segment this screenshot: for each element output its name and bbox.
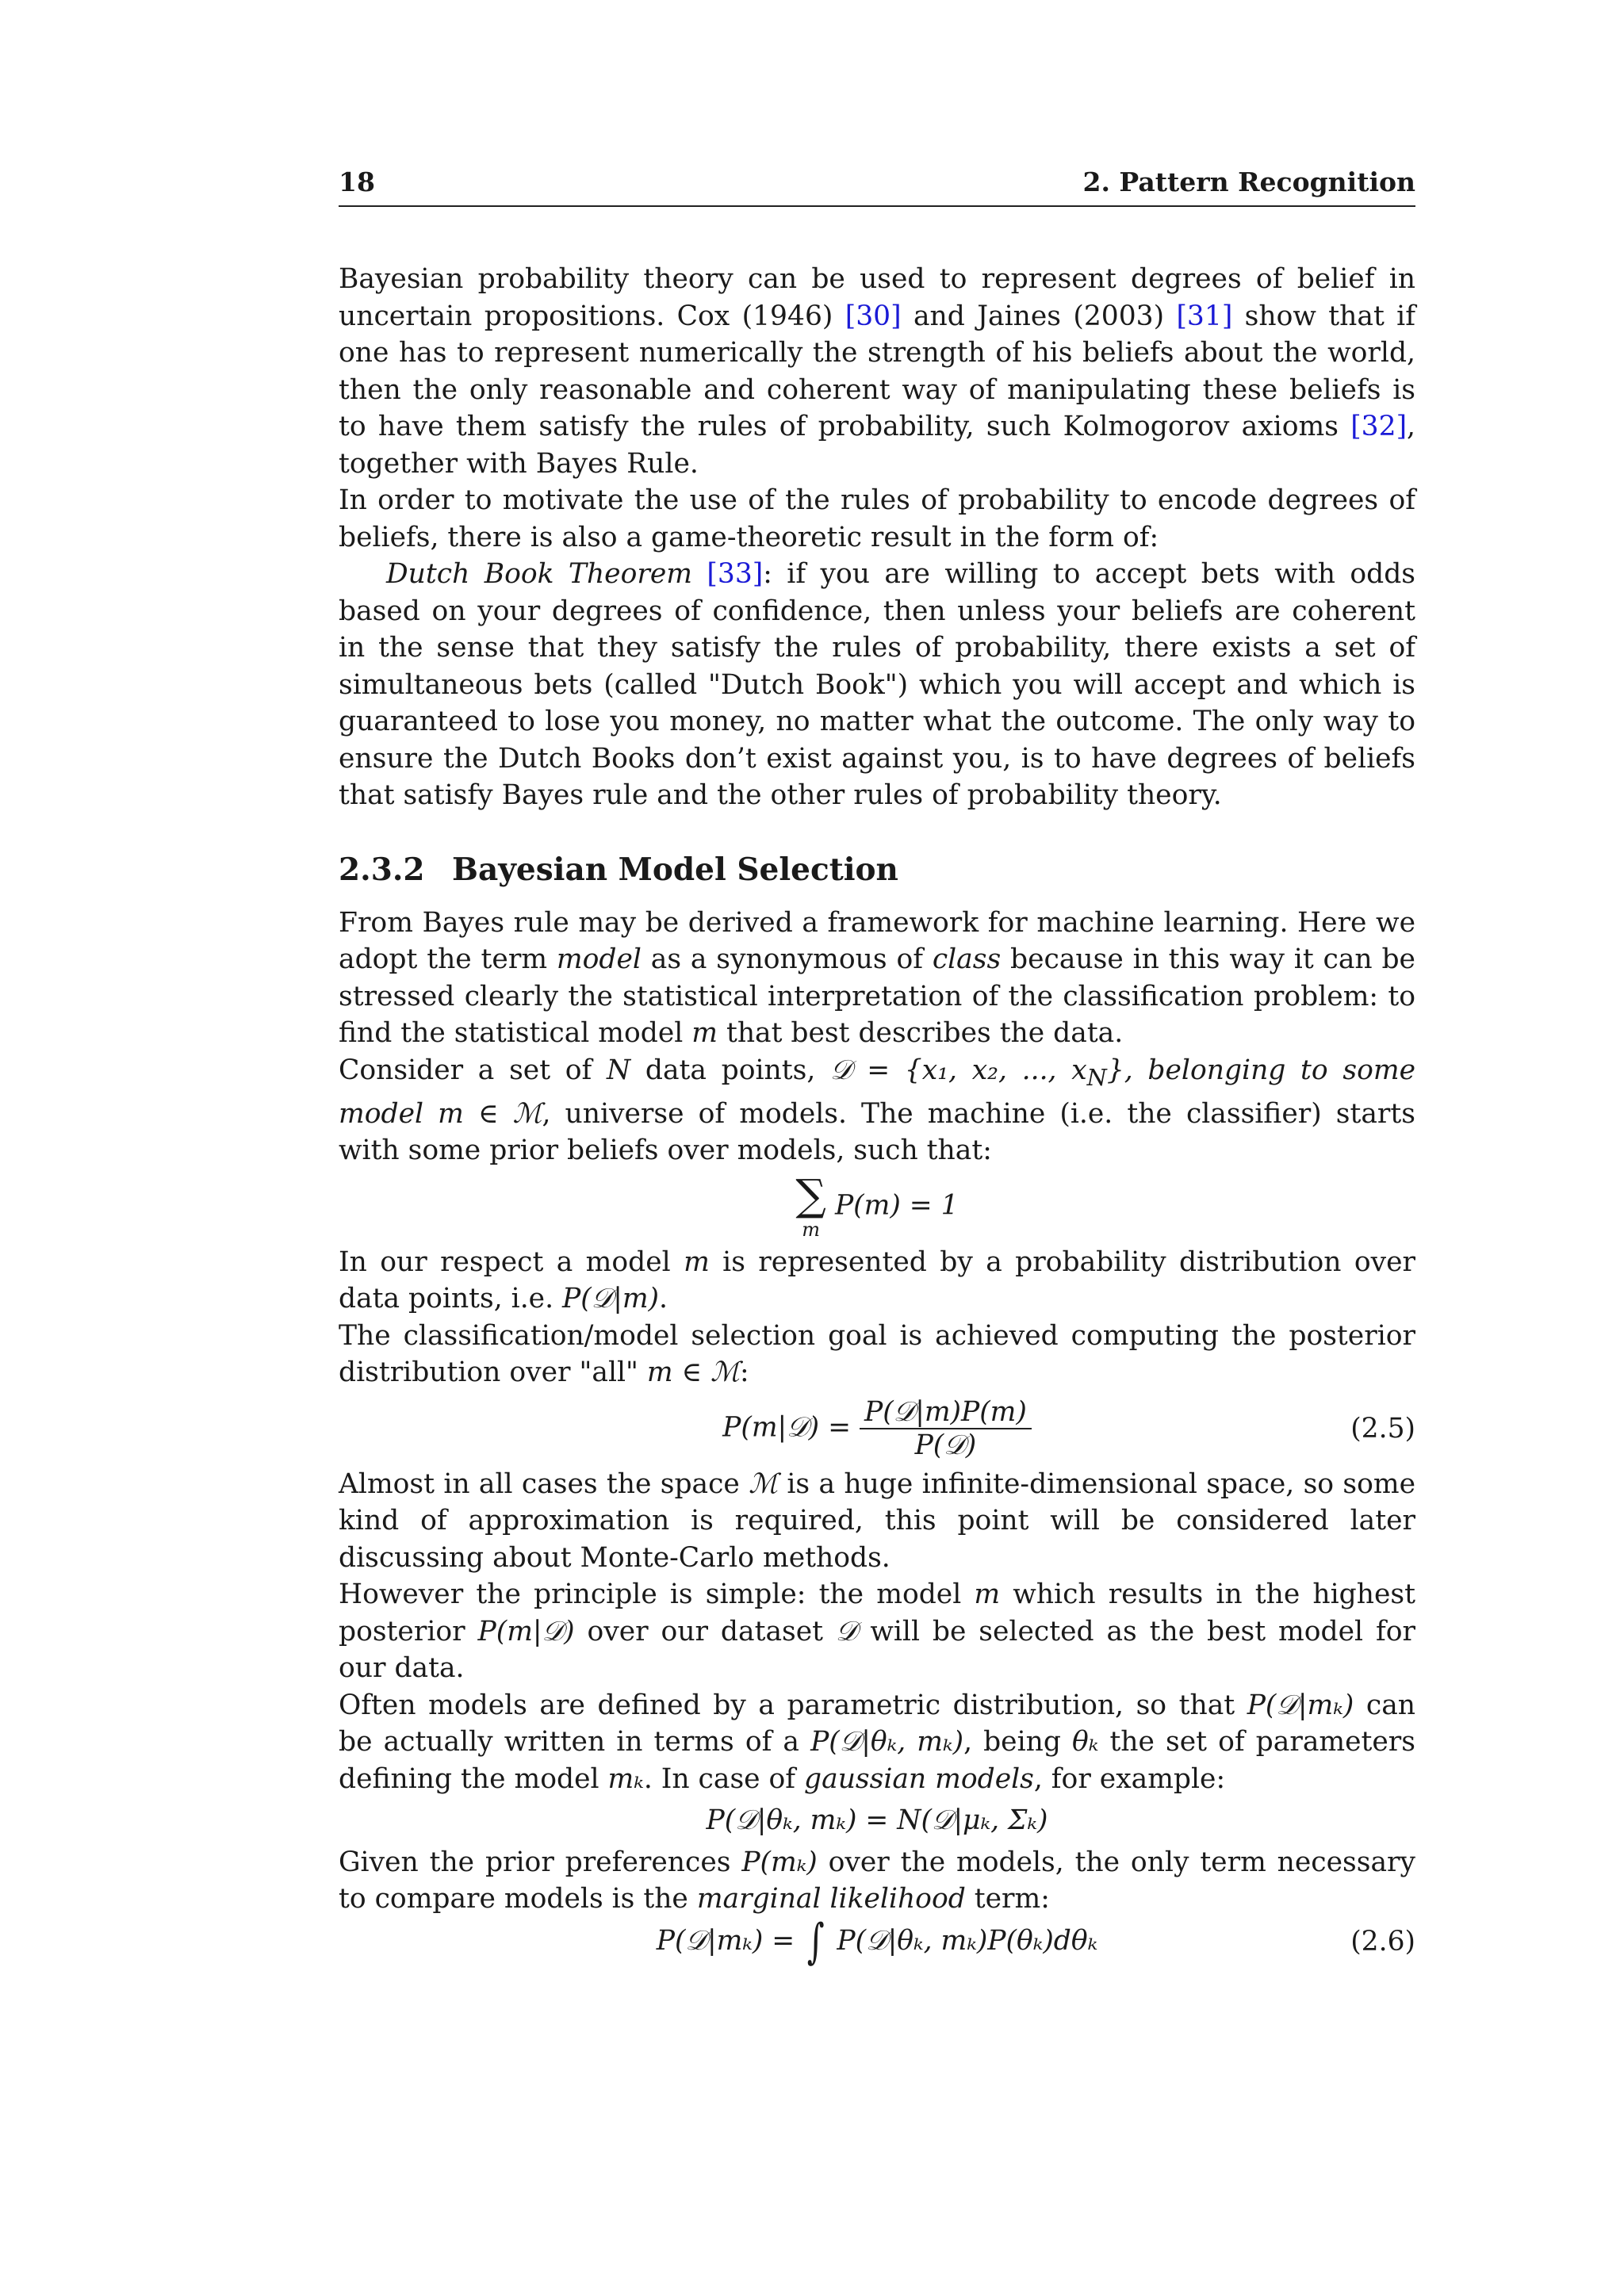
section-heading bbox=[339, 851, 1415, 889]
equation-2-6 bbox=[339, 1914, 1415, 1970]
chapter-title: 2. Pattern Recognition bbox=[1082, 166, 1415, 197]
section-title: Bayesian Model Selection bbox=[452, 851, 898, 888]
page-number: 18 bbox=[339, 166, 375, 197]
citation-30[interactable]: [30] bbox=[845, 300, 902, 332]
eq-2-6-rhs: P(𝒟|θₖ, mₖ)P(θₖ)dθₖ bbox=[837, 1924, 1098, 1957]
paragraph-marginal-likelihood: Given the prior preferences P(mₖ) over the models, the only term necessary to compare models is the marginal likelihood term: bbox=[339, 1846, 1416, 1915]
equation-number-2-5: (2.5) bbox=[1350, 1412, 1415, 1445]
eq-2-5-denominator: P(𝒟) bbox=[914, 1429, 977, 1461]
intro-paragraph-2: In order to motivate the use of the rules of probability to encode degrees of beliefs, there is also a game-theoretic result in the form of: bbox=[339, 484, 1415, 553]
paragraph-model-representation: In our respect a model m is represented by a probability distribution over data points, i.e. P(𝒟|m). bbox=[339, 1246, 1415, 1315]
eq-2-5-fraction bbox=[860, 1396, 1032, 1461]
citation-31[interactable]: [31] bbox=[1176, 300, 1233, 332]
intro-paragraph-1: Bayesian probability theory can be used to represent degrees of belief in uncertain propositions. Cox (1946) [30] and Jaines (2003) [31] show that if one has to represent numerically the strength of his beliefs about the world, then the only reasonable and coherent way of manipulating these beliefs is to have them satisfy the rules of probability, such Kolmogorov axioms [32], together with Bayes Rule. bbox=[339, 263, 1415, 480]
paragraph-data-points: Consider a set of N data points, 𝒟 = {x₁, x₂, ..., $x_N$}, belonging to some model m ∈ ℳ, universe of models. The machine (i.e. the classifier) starts with some prior beliefs over models, such that: bbox=[339, 1054, 1415, 1167]
eq-2-6-lhs: P(𝒟|mₖ) = bbox=[656, 1924, 795, 1957]
eq-2-5-lhs: P(m|𝒟) = bbox=[722, 1411, 852, 1444]
equation-number-2-6: (2.6) bbox=[1350, 1925, 1415, 1957]
paragraph-model-space: Almost in all cases the space ℳ is a huge infinite-dimensional space, so some kind of approximation is required, this point will be considered later discussing about Monte-Carlo methods. bbox=[339, 1468, 1415, 1574]
paragraph-posterior: The classification/model selection goal is achieved computing the posterior distribution over "all" m ∈ ℳ: bbox=[339, 1319, 1415, 1389]
paragraph-principle: However the principle is simple: the model m which results in the highest posterior P(m|𝒟) over our dataset 𝒟 will be selected as the best model for our data. bbox=[339, 1578, 1415, 1685]
running-header bbox=[339, 166, 1415, 207]
integral-symbol: ∫ bbox=[806, 1914, 825, 1970]
eq-2-5-numerator: P(𝒟|m)P(m) bbox=[860, 1396, 1032, 1429]
equation-gaussian bbox=[339, 1802, 1415, 1839]
equation-prior-sum bbox=[339, 1169, 1415, 1241]
paragraph-parametric: Often models are defined by a parametric distribution, so that P(𝒟|mₖ) can be actually written in terms of a P(𝒟|θₖ, mₖ), being θₖ the set of parameters defining the model mₖ. In case of gaussian models, for example: bbox=[339, 1689, 1416, 1795]
dutch-book-quote bbox=[339, 556, 1415, 814]
prior-sum-body: P(m) = 1 bbox=[834, 1189, 959, 1222]
equation-2-5 bbox=[339, 1396, 1415, 1461]
citation-33[interactable]: [33] bbox=[707, 558, 764, 590]
paragraph-model-definition: From Bayes rule may be derived a framework for machine learning. Here we adopt the term model as a synonymous of class because in this way it can be stressed clearly the statistical interpretation of the classification problem: to find the statistical model m that best describes the data. bbox=[339, 906, 1415, 1049]
gaussian-equation: P(𝒟|θₖ, mₖ) = N(𝒟|μₖ, Σₖ) bbox=[706, 1804, 1048, 1837]
summation-symbol: ∑ m bbox=[795, 1169, 826, 1241]
body-text bbox=[339, 261, 1416, 1970]
quote-title: Dutch Book Theorem bbox=[386, 558, 692, 590]
quote-text: : if you are willing to accept bets with odds based on your degrees of confidence, then unless your beliefs are coherent in the sense that they satisfy the rules of probability, there exists a set of simultaneous bets (called "Dutch Book") which you will accept and which is guaranteed to lose you money, no matter what the outcome. The only way to ensure the Dutch Books don’t exist against you, is to have degrees of beliefs that satisfy Bayes rule and the other rules of probability theory. bbox=[339, 558, 1416, 811]
citation-32[interactable]: [32] bbox=[1350, 411, 1408, 442]
page bbox=[339, 166, 1416, 1970]
section-number: 2.3.2 bbox=[339, 851, 425, 888]
